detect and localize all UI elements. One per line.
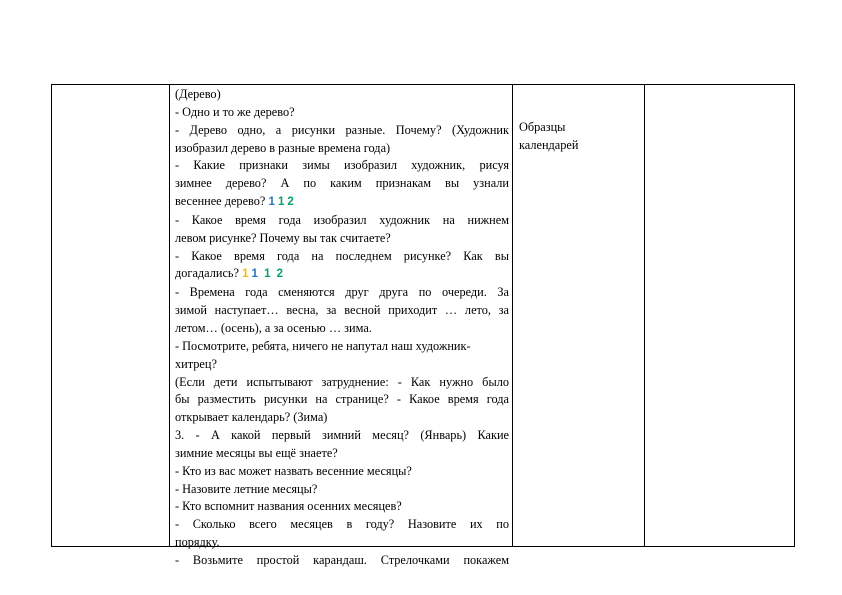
- text-line: - Кто из вас может назвать весенние месяцы?: [175, 463, 412, 478]
- text-line: левом рисунке? Почему вы так считаете?: [175, 230, 391, 245]
- text-line: порядку.: [175, 535, 220, 550]
- text-line: - Какие признаки зимы изобразил художник, рисуя: [175, 158, 509, 173]
- text-line: зимние месяцы вы ещё знаете?: [175, 445, 338, 460]
- text-fragment: догадались?: [175, 266, 239, 281]
- mark-number: 1: [242, 268, 249, 281]
- text-line: - Назовите летние месяцы?: [175, 481, 318, 496]
- mark-number: 1: [264, 268, 271, 281]
- resources-cell: [513, 85, 645, 547]
- lesson-table: [51, 84, 795, 567]
- text-line: - Какое время года изобразил художник на нижнем: [175, 212, 509, 227]
- text-line: зимой наступает… весна, за весной приходит … лето, за: [175, 303, 509, 318]
- text-line: открывает календарь? (Зима): [175, 410, 328, 425]
- text-line: хитрец?: [175, 356, 217, 371]
- table-row: [52, 85, 795, 547]
- text-line: зимнее дерево? А по каким признакам вы узнали: [175, 176, 509, 191]
- teacher-activity-cell: [170, 85, 513, 567]
- mark-number: 2: [276, 268, 284, 281]
- text-line-with-marks: [175, 193, 509, 212]
- text-line: - Какое время года на последнем рисунке? Как вы: [175, 248, 509, 263]
- text-line: - Дерево одно, а рисунки разные. Почему? (Художник: [175, 122, 509, 137]
- text-line: - Посмотрите, ребята, ничего не напутал наш художник-: [175, 338, 471, 353]
- mark-number: 1: [277, 196, 285, 209]
- text-line: изобразил дерево в разные времена года): [175, 140, 391, 155]
- text-line: - Одно и то же дерево?: [175, 104, 295, 119]
- text-line-with-marks: [175, 265, 509, 284]
- mark-number: 1: [268, 196, 275, 209]
- text-line: - Времена года сменяются друг друга по очереди. За: [175, 285, 509, 300]
- notes-cell: [645, 85, 795, 547]
- mark-number: 2: [287, 196, 294, 209]
- text-line: - Возьмите простой карандаш. Стрелочками покажем: [175, 552, 509, 567]
- text-line: 3. - А какой первый зимний месяц? (Январь) Какие: [175, 428, 509, 443]
- mark-number: 1: [251, 268, 258, 281]
- text-fragment: весеннее дерево?: [175, 194, 266, 209]
- text-line: (Если дети испытывают затруднение: - Как нужно было: [175, 374, 509, 389]
- text-line: (Дерево): [175, 87, 221, 101]
- stage-cell: [52, 85, 170, 547]
- resource-line: календарей: [519, 138, 579, 152]
- text-line: летом… (осень), а за осенью … зима.: [175, 320, 372, 335]
- text-line: - Сколько всего месяцев в году? Назовите их по: [175, 517, 509, 532]
- resource-line: Образцы: [519, 120, 566, 134]
- text-line: бы разместить рисунки на странице? - Какое время года: [175, 392, 509, 407]
- text-line: - Кто вспомнит названия осенних месяцев?: [175, 499, 402, 514]
